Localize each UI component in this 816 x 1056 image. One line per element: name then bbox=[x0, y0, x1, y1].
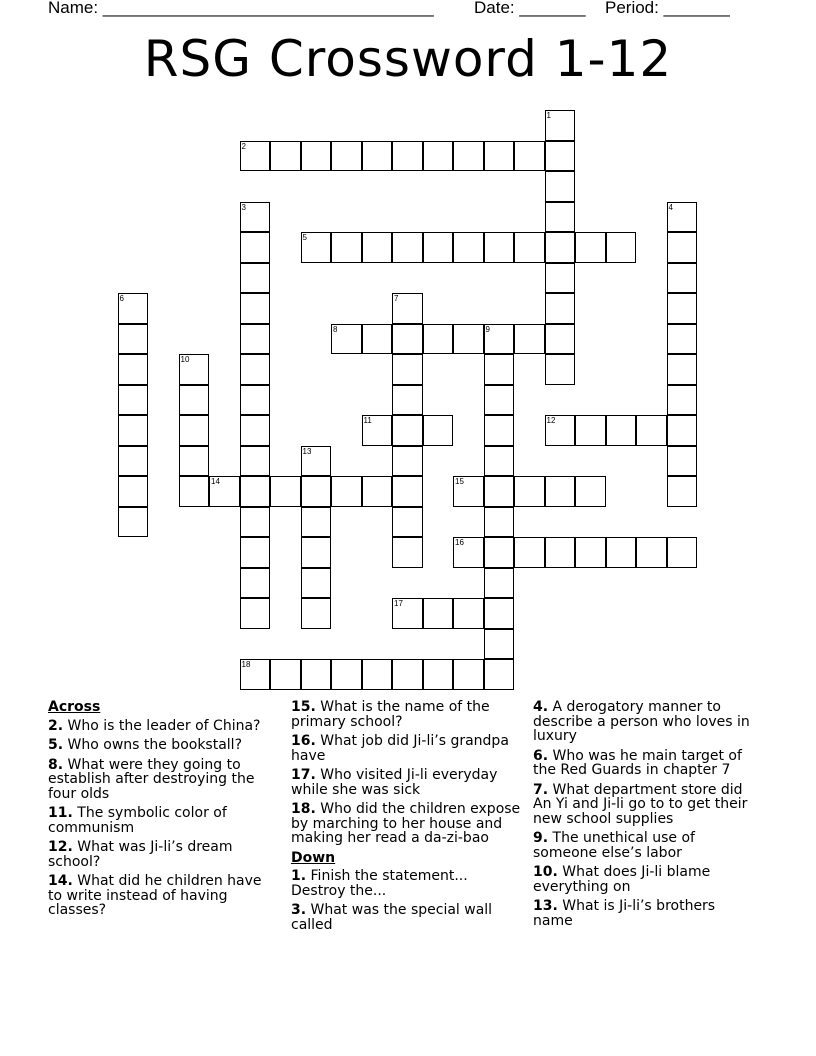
clues-column-2 bbox=[291, 700, 523, 937]
grid-cell[interactable] bbox=[179, 415, 210, 446]
grid-cell[interactable] bbox=[118, 507, 149, 538]
clue-text: What is Ji-li’s brothers name bbox=[533, 898, 716, 929]
grid-cell[interactable] bbox=[240, 659, 271, 690]
grid-cell[interactable] bbox=[270, 476, 301, 507]
grid-cell[interactable] bbox=[575, 232, 606, 263]
down-clue bbox=[533, 899, 758, 928]
across-clue bbox=[291, 768, 523, 797]
grid-cell[interactable] bbox=[545, 171, 576, 202]
grid-cell[interactable] bbox=[118, 476, 149, 507]
grid-cell[interactable] bbox=[179, 446, 210, 477]
down-heading: Down bbox=[291, 849, 336, 866]
grid-cell[interactable] bbox=[453, 537, 484, 568]
grid-cell[interactable] bbox=[545, 110, 576, 141]
grid-cell[interactable] bbox=[667, 354, 698, 385]
clue-number: 5. bbox=[48, 737, 64, 753]
grid-cell[interactable] bbox=[514, 537, 545, 568]
grid-cell[interactable] bbox=[331, 141, 362, 172]
grid-cell[interactable] bbox=[545, 476, 576, 507]
clue-text: The unethical use of someone else’s labor bbox=[533, 830, 695, 861]
clue-number: 12 bbox=[546, 416, 556, 425]
grid-cell[interactable] bbox=[362, 232, 393, 263]
grid-cell[interactable] bbox=[667, 293, 698, 324]
grid-cell[interactable] bbox=[270, 141, 301, 172]
clue-number: 7. bbox=[533, 781, 549, 798]
clue-number: 8. bbox=[48, 756, 64, 773]
grid-cell[interactable] bbox=[118, 293, 149, 324]
grid-cell[interactable] bbox=[514, 141, 545, 172]
grid-cell[interactable] bbox=[240, 476, 271, 507]
grid-cell[interactable] bbox=[606, 232, 637, 263]
grid-cell[interactable] bbox=[484, 568, 515, 599]
grid-cell[interactable] bbox=[667, 385, 698, 416]
clue-number: 18 bbox=[241, 660, 251, 669]
grid-cell[interactable] bbox=[240, 415, 271, 446]
across-clue bbox=[48, 806, 273, 835]
grid-cell[interactable] bbox=[392, 354, 423, 385]
clue-text: Who did the children expose by marching to her house and making her read a da-zi-bao bbox=[291, 801, 521, 846]
grid-cell[interactable] bbox=[392, 507, 423, 538]
grid-cell[interactable] bbox=[667, 232, 698, 263]
grid-cell[interactable] bbox=[362, 476, 393, 507]
clue-number: 4. bbox=[533, 699, 549, 715]
page-title: RSG Crossword 1-12 bbox=[143, 30, 673, 88]
clue-text: What department store did An Yi and Ji-li go to to get their new school supplies bbox=[533, 781, 748, 827]
grid-cell[interactable] bbox=[545, 537, 576, 568]
grid-cell[interactable] bbox=[575, 476, 606, 507]
grid-cell[interactable] bbox=[392, 446, 423, 477]
grid-cell[interactable] bbox=[209, 476, 240, 507]
grid-cell[interactable] bbox=[392, 415, 423, 446]
grid-cell[interactable] bbox=[331, 659, 362, 690]
clue-text: The symbolic color of communism bbox=[48, 805, 227, 836]
clue-number: 17. bbox=[291, 767, 316, 783]
clue-number: 13 bbox=[302, 446, 312, 456]
clue-number: 11. bbox=[48, 805, 73, 821]
clue-text: What was Ji-li’s dream school? bbox=[48, 839, 233, 870]
grid-cell[interactable] bbox=[240, 354, 271, 385]
grid-cell[interactable] bbox=[240, 141, 271, 172]
grid-cell[interactable] bbox=[606, 537, 637, 568]
grid-cell[interactable] bbox=[118, 415, 149, 446]
clue-number: 6. bbox=[533, 747, 549, 764]
grid-cell[interactable] bbox=[667, 476, 698, 507]
grid-cell[interactable] bbox=[636, 415, 667, 446]
grid-cell[interactable] bbox=[270, 659, 301, 690]
grid-cell[interactable] bbox=[545, 141, 576, 172]
date-field-label[interactable]: Date: _______ bbox=[474, 0, 586, 17]
grid-cell[interactable] bbox=[240, 385, 271, 416]
clue-text: Who is the leader of China? bbox=[67, 717, 261, 734]
grid-cell[interactable] bbox=[301, 446, 332, 477]
grid-cell[interactable] bbox=[545, 324, 576, 355]
grid-cell[interactable] bbox=[636, 537, 667, 568]
clue-text: What does Ji-li blame everything on bbox=[533, 864, 711, 895]
grid-cell[interactable] bbox=[606, 415, 637, 446]
grid-cell[interactable] bbox=[423, 324, 454, 355]
grid-cell[interactable] bbox=[484, 476, 515, 507]
grid-cell[interactable] bbox=[392, 385, 423, 416]
clue-text: What was the special wall called bbox=[291, 902, 493, 933]
grid-cell[interactable] bbox=[301, 598, 332, 629]
grid-cell[interactable] bbox=[392, 659, 423, 690]
down-clue bbox=[533, 749, 758, 778]
grid-cell[interactable] bbox=[423, 141, 454, 172]
clue-number: 2 bbox=[241, 141, 246, 151]
grid-cell[interactable] bbox=[575, 537, 606, 568]
clue-text: A derogatory manner to describe a person who loves in luxury bbox=[533, 699, 750, 744]
grid-cell[interactable] bbox=[392, 293, 423, 324]
grid-cell[interactable] bbox=[240, 446, 271, 477]
grid-cell[interactable] bbox=[240, 568, 271, 599]
clue-number: 18. bbox=[291, 801, 316, 817]
grid-cell[interactable] bbox=[484, 629, 515, 660]
grid-cell[interactable] bbox=[453, 598, 484, 629]
clue-number: 3 bbox=[241, 202, 246, 212]
clue-number: 9. bbox=[533, 830, 549, 846]
grid-cell[interactable] bbox=[423, 415, 454, 446]
clue-number: 1 bbox=[546, 111, 551, 120]
grid-cell[interactable] bbox=[667, 263, 698, 294]
grid-cell[interactable] bbox=[453, 659, 484, 690]
clue-text: Who was he main target of the Red Guards in chapter 7 bbox=[533, 747, 742, 778]
grid-cell[interactable] bbox=[545, 232, 576, 263]
grid-cell[interactable] bbox=[392, 232, 423, 263]
grid-cell[interactable] bbox=[484, 537, 515, 568]
grid-cell[interactable] bbox=[667, 446, 698, 477]
down-clue bbox=[533, 783, 758, 827]
grid-cell[interactable] bbox=[667, 415, 698, 446]
grid-cell[interactable] bbox=[118, 385, 149, 416]
clue-text: Finish the statement... Destroy the... bbox=[291, 868, 468, 899]
grid-cell[interactable] bbox=[545, 415, 576, 446]
grid-cell[interactable] bbox=[667, 202, 698, 233]
name-field-label[interactable]: Name: ___________________________________ bbox=[48, 0, 434, 17]
grid-cell[interactable] bbox=[240, 263, 271, 294]
grid-cell[interactable] bbox=[453, 141, 484, 172]
clue-text: Who visited Ji-li everyday while she was sick bbox=[291, 767, 498, 798]
across-clue bbox=[48, 874, 273, 918]
grid-cell[interactable] bbox=[240, 598, 271, 629]
grid-cell[interactable] bbox=[453, 232, 484, 263]
grid-cell[interactable] bbox=[331, 324, 362, 355]
clue-text: What is the name of the primary school? bbox=[291, 699, 490, 730]
clues-column-3 bbox=[533, 700, 758, 933]
grid-cell[interactable] bbox=[392, 476, 423, 507]
across-clue bbox=[48, 758, 273, 802]
across-clue bbox=[48, 719, 273, 734]
grid-cell[interactable] bbox=[362, 141, 393, 172]
period-field-label[interactable]: Period: _______ bbox=[605, 0, 730, 17]
down-clue bbox=[533, 700, 758, 744]
clue-number: 16 bbox=[455, 538, 464, 547]
grid-cell[interactable] bbox=[392, 537, 423, 568]
clue-text: Who owns the bookstall? bbox=[67, 737, 243, 753]
clue-number: 10. bbox=[533, 864, 558, 880]
grid-cell[interactable] bbox=[301, 141, 332, 172]
grid-cell[interactable] bbox=[423, 598, 454, 629]
down-clue bbox=[533, 865, 758, 894]
grid-cell[interactable] bbox=[392, 598, 423, 629]
clue-number: 14. bbox=[48, 873, 73, 889]
clue-text: What job did Ji-li’s grandpa have bbox=[291, 733, 509, 764]
grid-cell[interactable] bbox=[423, 232, 454, 263]
across-clue bbox=[291, 802, 523, 846]
grid-cell[interactable] bbox=[179, 354, 210, 385]
grid-cell[interactable] bbox=[484, 446, 515, 477]
clue-number: 3. bbox=[291, 902, 307, 918]
across-clue bbox=[48, 738, 273, 753]
clue-number: 5 bbox=[302, 233, 307, 242]
clue-number: 1. bbox=[291, 868, 307, 884]
grid-cell[interactable] bbox=[301, 507, 332, 538]
grid-cell[interactable] bbox=[545, 293, 576, 324]
grid-cell[interactable] bbox=[240, 202, 271, 233]
across-clue bbox=[291, 734, 523, 763]
clue-number: 13. bbox=[533, 898, 558, 914]
grid-cell[interactable] bbox=[484, 354, 515, 385]
grid-cell[interactable] bbox=[179, 385, 210, 416]
across-clue bbox=[48, 840, 273, 869]
clue-number: 8 bbox=[333, 324, 338, 334]
grid-cell[interactable] bbox=[484, 141, 515, 172]
clue-number: 12. bbox=[48, 839, 73, 855]
clue-number: 4 bbox=[668, 202, 673, 212]
grid-cell[interactable] bbox=[453, 476, 484, 507]
grid-cell[interactable] bbox=[484, 324, 515, 355]
grid-cell[interactable] bbox=[514, 324, 545, 355]
clue-number: 11 bbox=[363, 416, 372, 425]
grid-cell[interactable] bbox=[453, 324, 484, 355]
down-clue bbox=[533, 831, 758, 860]
grid-cell[interactable] bbox=[484, 232, 515, 263]
grid-cell[interactable] bbox=[484, 415, 515, 446]
grid-cell[interactable] bbox=[331, 232, 362, 263]
grid-cell[interactable] bbox=[484, 507, 515, 538]
grid-cell[interactable] bbox=[545, 202, 576, 233]
grid-cell[interactable] bbox=[301, 476, 332, 507]
grid-cell[interactable] bbox=[392, 141, 423, 172]
across-heading: Across bbox=[48, 699, 101, 715]
clue-number: 16. bbox=[291, 733, 316, 749]
grid-cell[interactable] bbox=[362, 415, 393, 446]
grid-cell[interactable] bbox=[362, 324, 393, 355]
clue-number: 2. bbox=[48, 717, 64, 734]
clue-number: 7 bbox=[394, 294, 399, 303]
across-clue bbox=[291, 700, 523, 729]
grid-cell[interactable] bbox=[545, 354, 576, 385]
clue-number: 10 bbox=[180, 355, 190, 364]
grid-cell[interactable] bbox=[240, 293, 271, 324]
grid-cell[interactable] bbox=[545, 263, 576, 294]
clue-number: 15 bbox=[455, 477, 464, 486]
clues-column-1 bbox=[48, 700, 273, 923]
down-clue bbox=[291, 869, 523, 898]
grid-cell[interactable] bbox=[301, 568, 332, 599]
clue-number: 6 bbox=[119, 294, 124, 303]
clue-number: 14 bbox=[211, 477, 220, 486]
clue-text: What did he children have to write instead of having classes? bbox=[48, 873, 262, 918]
grid-cell[interactable] bbox=[362, 659, 393, 690]
grid-cell[interactable] bbox=[240, 537, 271, 568]
grid-cell[interactable] bbox=[240, 507, 271, 538]
grid-cell[interactable] bbox=[514, 476, 545, 507]
grid-cell[interactable] bbox=[423, 659, 454, 690]
grid-cell[interactable] bbox=[301, 537, 332, 568]
grid-cell[interactable] bbox=[118, 446, 149, 477]
grid-cell[interactable] bbox=[392, 324, 423, 355]
clue-number: 15. bbox=[291, 699, 316, 715]
grid-cell[interactable] bbox=[240, 232, 271, 263]
grid-cell[interactable] bbox=[118, 324, 149, 355]
grid-cell[interactable] bbox=[484, 659, 515, 690]
grid-cell[interactable] bbox=[331, 476, 362, 507]
grid-cell[interactable] bbox=[484, 598, 515, 629]
grid-cell[interactable] bbox=[240, 324, 271, 355]
grid-cell[interactable] bbox=[301, 659, 332, 690]
grid-cell[interactable] bbox=[575, 415, 606, 446]
grid-cell[interactable] bbox=[667, 324, 698, 355]
clue-number: 17 bbox=[394, 599, 403, 608]
grid-cell[interactable] bbox=[667, 537, 698, 568]
clue-text: What were they going to establish after destroying the four olds bbox=[48, 756, 255, 802]
grid-cell[interactable] bbox=[179, 476, 210, 507]
grid-cell[interactable] bbox=[118, 354, 149, 385]
grid-cell[interactable] bbox=[514, 232, 545, 263]
grid-cell[interactable] bbox=[484, 385, 515, 416]
down-clue bbox=[291, 903, 523, 932]
grid-cell[interactable] bbox=[301, 232, 332, 263]
clue-number: 9 bbox=[485, 324, 490, 334]
